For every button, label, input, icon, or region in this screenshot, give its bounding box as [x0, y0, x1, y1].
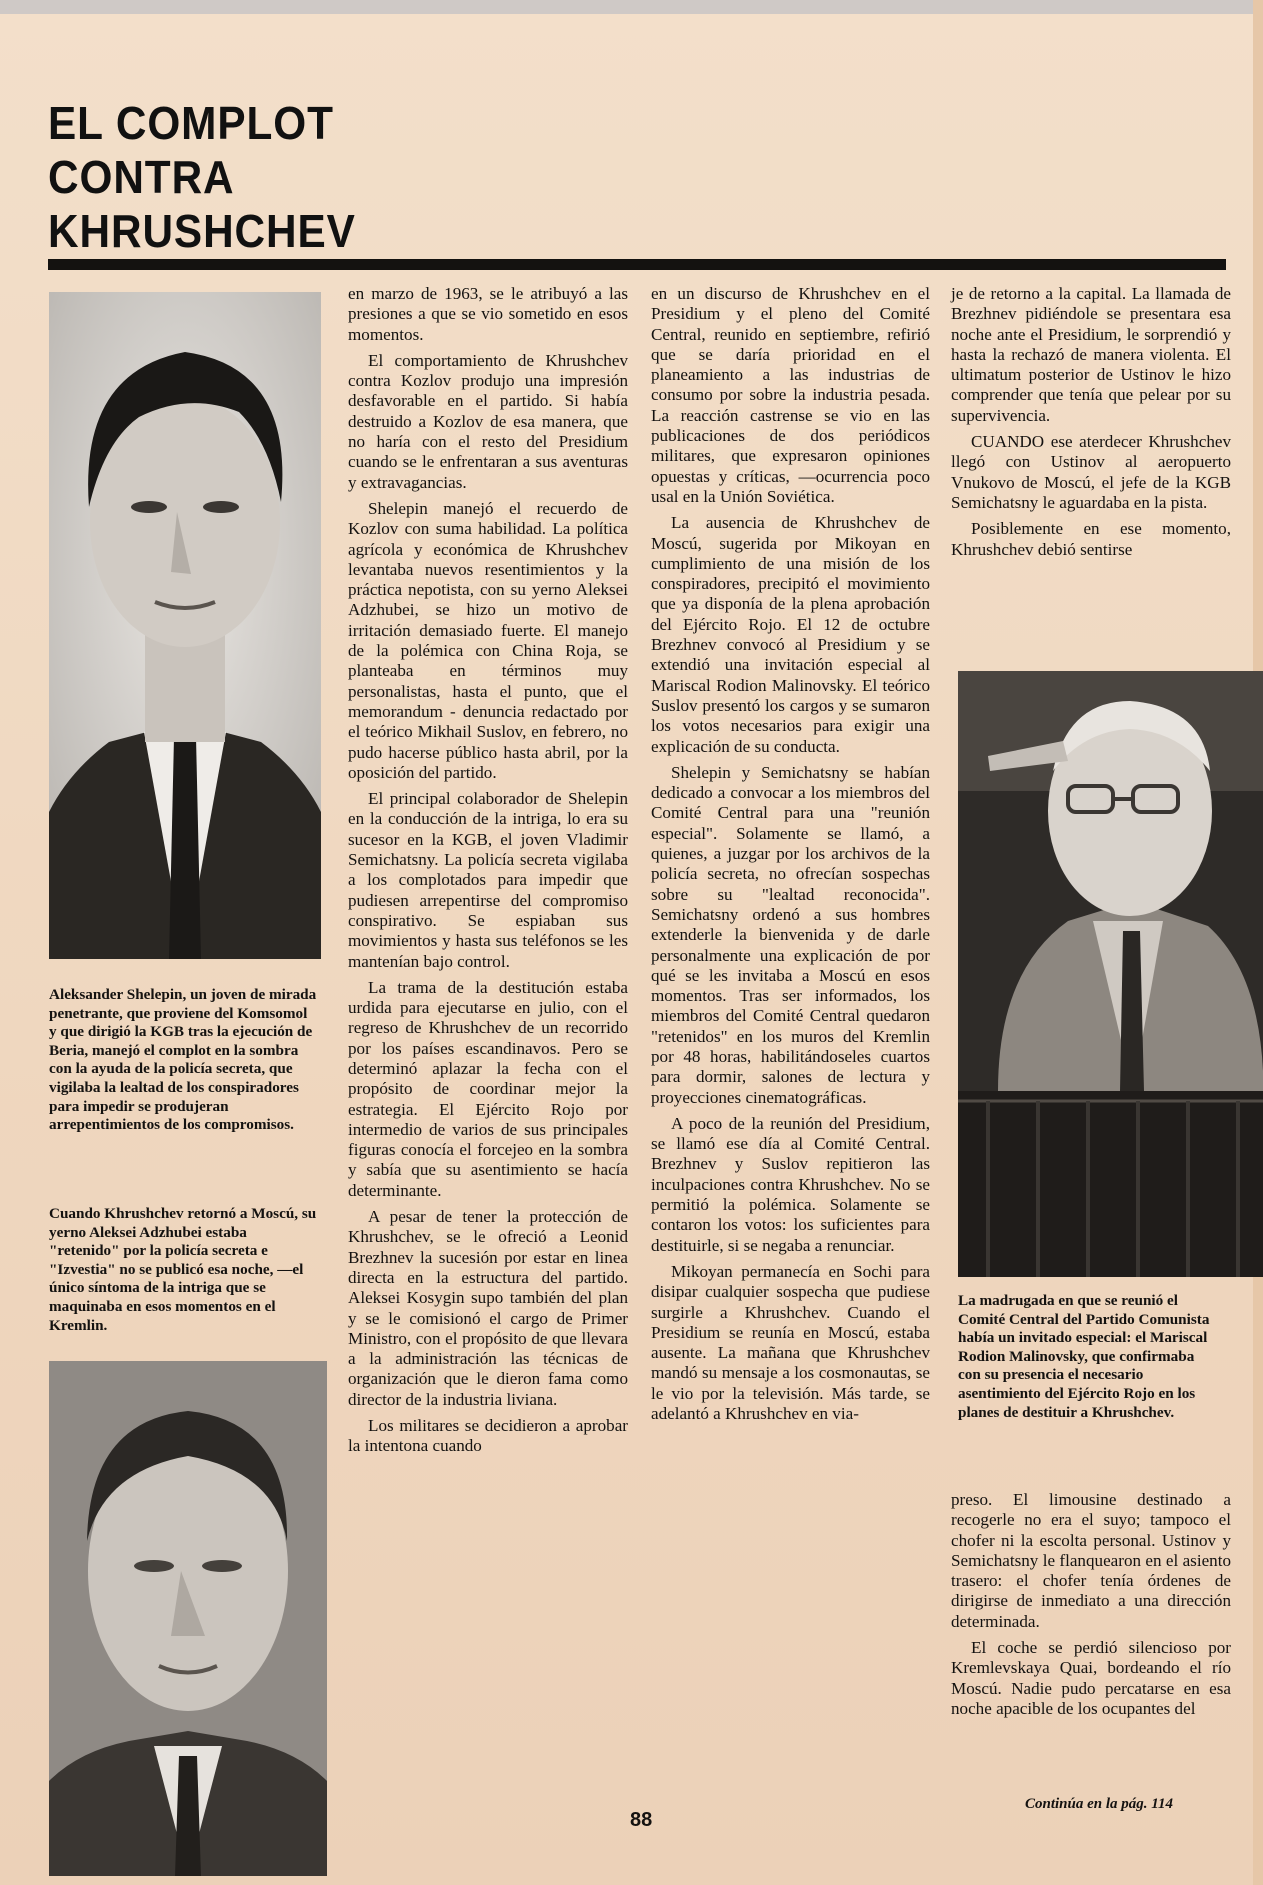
paragraph: La trama de la destitución estaba urdida para ejecutarse en julio, con el regreso de Khrushchev de un recorrido por los países escandinavos. Pero se determinó aplazar la fecha con el propósito de coordinar mejor la estrategia. El Ejército Rojo por intermedio de varios de sus principales figuras conocía el forcejeo en la sombra y sabía que su asentimiento se hacía determinante. — [348, 977, 628, 1200]
scan-top-edge — [0, 0, 1263, 14]
paragraph: El coche se perdió silencioso por Kremlevskaya Quai, bordeando el río Moscú. Nadie pudo percatarse en esa noche apacible de los ocupantes del — [951, 1638, 1231, 1718]
caption-malinovsky: La madrugada en que se reunió el Comité Central del Partido Comunista había un invitado especial: el Mariscal Rodion Malinovsky, que confirmaba con su presencia el necesario asentimiento del Ejército Rojo en los planes de destituir a Khrushchev. — [958, 1292, 1210, 1421]
title-rule — [48, 259, 1226, 270]
title-line-2: CONTRA — [48, 151, 235, 203]
paragraph: en un discurso de Khrushchev en el Presidium y el pleno del Comité Central, reunido en septiembre, refirió que se daría prioridad en el planeamiento a las industrias de consumo por sobre la industria pesada. La reacción castrense se vio en las publicaciones de dos periódicos militares, que expresaron opiniones opuestas y críticas, —ocurrencia poco usal en la Unión Soviética. — [651, 284, 930, 506]
caption-adzhubei: Cuando Khrushchev retornó a Moscú, su yerno Aleksei Adzhubei estaba "retenido" por la policía secreta e "Izvestia" no se publicó esa noche, —el único síntoma de la intriga que se maquinaba en esos momentos en el Kremlin. — [49, 1205, 317, 1334]
article-column-2 — [651, 284, 930, 1430]
article-column-1 — [348, 284, 628, 1463]
photo-malinovsky — [958, 671, 1263, 1277]
article-title — [48, 96, 356, 258]
paragraph: Mikoyan permanecía en Sochi para disipar cualquier sospecha que pudiese surgirle a Khrushchev. Cuando el Presidium se reunía en Moscú, estaba ausente. La mañana que Khrushchev mandó su mensaje a los cosmonautas, se le vio por la televisión. Más tarde, se adelantó a Khrushchev en via- — [651, 1261, 930, 1424]
paragraph: El principal colaborador de Shelepin en la conducción de la intriga, lo era su sucesor en la KGB, el joven Vladimir Semichatsny. La policía secreta vigilaba a los complotados para impedir que pudiesen arrepentirse del compromiso conspirativo. Se espiaban sus movimientos y hasta sus teléfonos se les mantenían bajo control. — [348, 789, 628, 971]
paragraph: je de retorno a la capital. La llamada de Brezhnev pidiéndole se presentara esa noche ante el Presidium, le sorprendió y hasta la rechazó de manera violenta. El ultimatum posterior de Ustinov le hizo comprender que tenía que pelear por su supervivencia. — [951, 284, 1231, 425]
photo-shelepin — [49, 292, 321, 959]
article-column-3-top — [951, 284, 1231, 566]
paragraph: Shelepin y Semichatsny se habían dedicado a convocar a los miembros del Comité Central para una "reunión especial". Solamente se llamó, a quienes, a juzgar por los archivos de la policía secreta, no ofrecían sospechas sobre su "lealtad reconocida". Semichatsny ordenó a sus hombres extenderle la bienvenida y de darle personalmente una explicación de por qué se les invitaba a Moscú en esos momentos. Tras ser informados, los miembros del Comité Central quedaron "retenidos" en los muros del Kremlin por 48 horas, habilitándoseles cuartos para dormir, salones de lectura y proyecciones cinematográficas. — [651, 762, 930, 1107]
paragraph: Los militares se decidieron a aprobar la intentona cuando — [348, 1416, 628, 1456]
paragraph: Posiblemente en ese momento, Khrushchev debió sentirse — [951, 519, 1231, 559]
paragraph: en marzo de 1963, se le atribuyó a las presiones a que se vio sometido en esos momentos. — [348, 284, 628, 344]
photo-adzhubei — [49, 1361, 327, 1876]
article-column-3-bottom — [951, 1490, 1231, 1725]
portrait-image — [49, 1361, 327, 1876]
portrait-image — [49, 292, 321, 959]
caption-shelepin: Aleksander Shelepin, un joven de mirada penetrante, que proviene del Komsomol y que dirigió la KGB tras la ejecución de Beria, manejó el complot en la sombra con la ayuda de la policía secreta, que vigilaba la lealtad de los conspiradores para impedir se produjeran arrepentimientos de los compromisos. — [49, 986, 317, 1134]
paragraph: La ausencia de Khrushchev de Moscú, sugerida por Mikoyan en cumplimiento de una misión de los conspiradores, precipitó el movimiento que ya disponía de la plena aprobación del Ejército Rojo. El 12 de octubre Brezhnev convocó al Presidium y se extendió una invitación especial al Mariscal Rodion Malinovsky. El teórico Suslov presentó los cargos y se sumaron los votos necesarios para exigir una explicación de su conducta. — [651, 513, 930, 756]
title-line-3: KHRUSHCHEV — [48, 205, 356, 257]
paragraph: El comportamiento de Khrushchev contra Kozlov produjo una impresión desfavorable en el partido. Si había destruido a Kozlov de esa manera, que no haría con el resto del Presidium cuando se le enfrentaran a sus aventuras y extravagancias. — [348, 350, 628, 492]
speaker-image — [958, 671, 1263, 1277]
paragraph: Shelepin manejó el recuerdo de Kozlov con suma habilidad. La política agrícola y económica de Khrushchev levantaba nuevos resentimientos y la práctica nepotista, con su yerno Aleksei Adzhubei, se hizo un motivo de irritación demasiado fuerte. El manejo de la polémica con China Roja, se planteaba en términos muy personalistas, hasta el punto, que el memorandum - denuncia redactado por el teórico Mikhail Suslov, en febrero, no pudo hacerse público hasta abril, por la oposición del partido. — [348, 498, 628, 782]
page-number: 88 — [630, 1809, 653, 1831]
paragraph: A poco de la reunión del Presidium, se llamó ese día al Comité Central. Brezhnev y Suslov repitieron las inculpaciones contra Khrushchev. No se permitió la polémica. Solamente se contaron los votos: los suficientes para destituirle, si se negaba a renunciar. — [651, 1113, 930, 1255]
paragraph: CUANDO ese aterdecer Khrushchev llegó con Ustinov al aeropuerto Vnukovo de Moscú, el jefe de la KGB Semichatsny le aguardaba en la pista. — [951, 432, 1231, 512]
continuation-note: Continúa en la pág. 114 — [1025, 1796, 1173, 1812]
title-line-1: EL COMPLOT — [48, 97, 334, 149]
paragraph: A pesar de tener la protección de Khrushchev, se le ofreció a Leonid Brezhnev la sucesión por estar en linea directa en la estructura del partido. Aleksei Kosygin supo también del plan y se le comisionó el cargo de Primer Ministro, con el propósito de que llevara a la administración las técnicas de organización que le dieron fama como director de la industria liviana. — [348, 1207, 628, 1409]
paragraph: preso. El limousine destinado a recogerle no era el suyo; tampoco el chofer ni la escolta personal. Ustinov y Semichatsny le flanquearon en el asiento trasero: el chofer tenía órdenes de dirigirse de inmediato a una dirección determinada. — [951, 1490, 1231, 1631]
